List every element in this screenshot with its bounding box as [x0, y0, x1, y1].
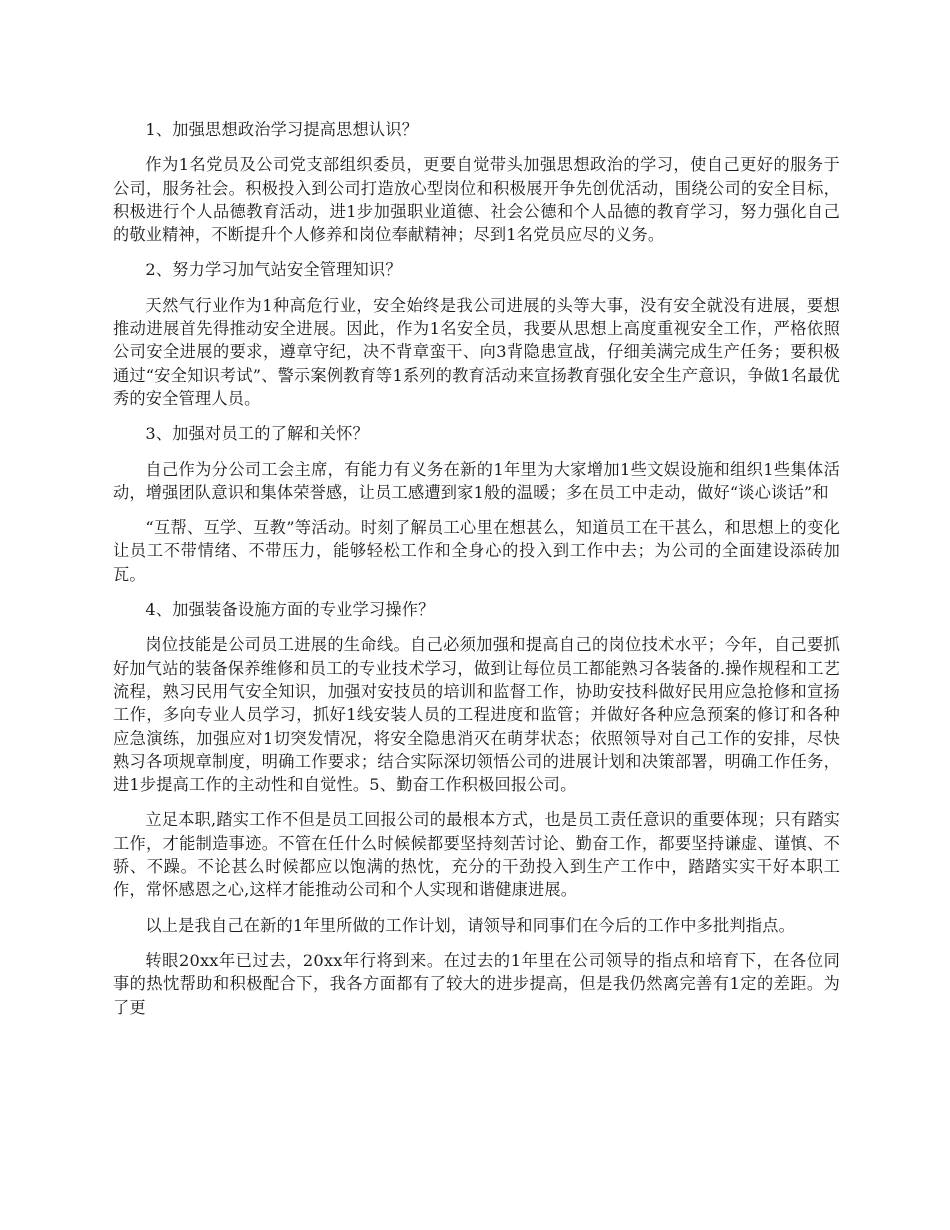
paragraph: 自己作为分公司工会主席，有能力有义务在新的1年里为大家增加1些文娱设施和组织1些集体活动，增强团队意识和集体荣誉感，让员工感遭到家1般的温暖；多在员工中走动，做好“谈心谈话”和 — [113, 459, 840, 502]
paragraph: 作为1名党员及公司党支部组织委员，更要自觉带头加强思想政治的学习，使自己更好的服务于公司，服务社会。积极投入到公司打造放心型岗位和积极展开争先创优活动，围绕公司的安全目标，积极进行个人品德教育活动，进1步加强职业道德、社会公德和个人品德的教育学习，努力强化自己的敬业精神，不断提升个人修养和岗位奉献精神；尽到1名党员应尽的义务。 — [113, 155, 840, 245]
paragraph: 以上是我自己在新的1年里所做的工作计划，请领导和同事们在今后的工作中多批判指点。 — [145, 915, 795, 935]
paragraph: 立足本职,踏实工作不但是员工回报公司的最根本方式，也是员工责任意识的重要体现；只有踏实工作，才能制造事迹。不管在任什么时候候都要坚持刻苦讨论、勤奋工作，都要坚持谦虚、谨慎、不骄、不躁。不论甚么时候都应以饱满的热忱，充分的干劲投入到生产工作中，踏踏实实干好本职工作，常怀感恩之心,这样才能推动公司和个人实现和谐健康进展。 — [113, 810, 840, 900]
section-heading-1: 1、加强思想政治学习提高思想认识？ — [145, 120, 419, 139]
paragraph: 天然气行业作为1种高危行业，安全始终是我公司进展的头等大事，没有安全就没有进展，要想推动进展首先得推动安全进展。因此，作为1名安全员，我要从思想上高度重视安全工作，严格依照公司安全进展的要求，遵章守纪，决不背章蛮干、向3背隐患宣战，仔细美满完成生产任务；要积极通过“安全知识考试”、警示案例教育等1系列的教育活动来宣扬教育强化安全生产意识，争做1名最优秀的安全管理人员。 — [113, 295, 840, 408]
section-heading-4: 4、加强装备设施方面的专业学习操作？ — [145, 600, 435, 620]
paragraph: 岗位技能是公司员工进展的生命线。自己必须加强和提高自己的岗位技术水平；今年，自己要抓好加气站的装备保养维修和员工的专业技术学习，做到让每位员工都能熟习各装备的.操作规程和工艺流程，熟习民用气安全知识，加强对安技员的培训和监督工作，协助安技科做好民用应急抢修和宣扬工作，多向专业人员学习，抓好1线安装人员的工程进度和监管；并做好各种应急预案的修订和各种应急演练，加强应对1切突发情况，将安全隐患消灭在萌芽状态；依照领导对自己工作的安排，尽快熟习各项规章制度，明确工作要求；结合实际深切领悟公司的进展计划和决策部署，明确工作任务，进1步提高工作的主动性和自觉性。5、勤奋工作积极回报公司。 — [113, 635, 840, 795]
document-body — [113, 118, 840, 1031]
paragraph: “互帮、互学、互教”等活动。时刻了解员工心里在想甚么，知道员工在干甚么，和思想上的变化让员工不带情绪、不带压力，能够轻松工作和全身心的投入到工作中去；为公司的全面建设添砖加瓦。 — [113, 518, 840, 584]
section-heading-3: 3、加强对员工的了解和关怀？ — [145, 424, 369, 444]
section-heading-2: 2、努力学习加气站安全管理知识？ — [145, 260, 402, 280]
paragraph: 转眼20xx年已过去，20xx年行将到来。在过去的1年里在公司领导的指点和培育下，在各位同事的热忱帮助和积极配合下，我各方面都有了较大的进步提高，但是我仍然离完善有1定的差距。为了更 — [113, 950, 840, 1017]
